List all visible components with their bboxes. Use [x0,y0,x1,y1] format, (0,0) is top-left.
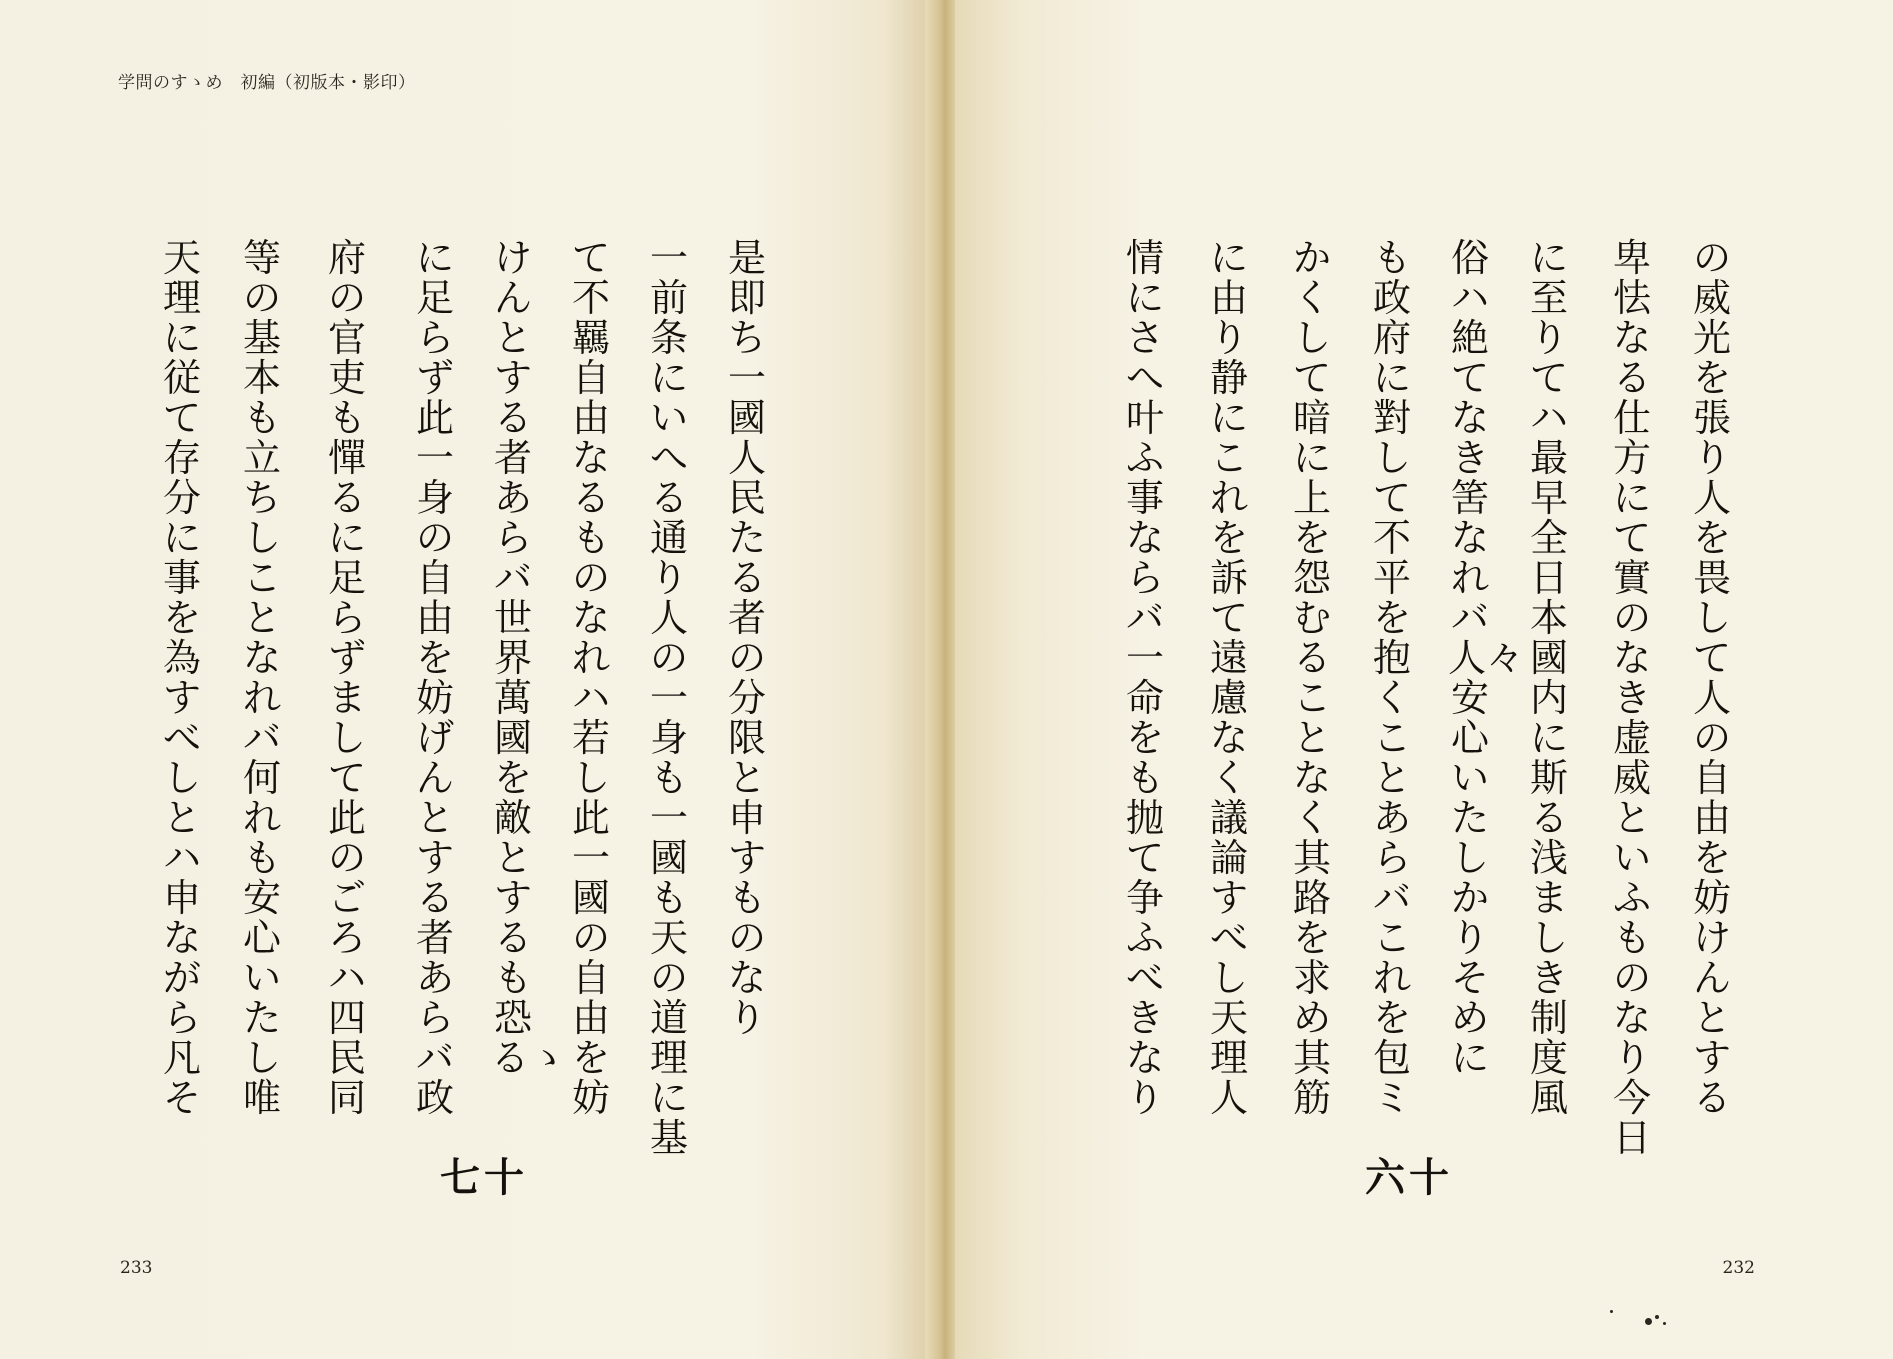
text-column: かくして暗に上を怨むることなく其路を求め其筋 [1292,236,1331,1120]
text-column: 情にさへ叶ふ事ならバ一命をも抛て争ふべきなり [1125,236,1164,1120]
ink-speck [1663,1322,1666,1325]
text-column: 卑怯なる仕方にて實のなき虚威といふものなり今日 [1612,236,1651,1160]
text-column: の威光を張り人を畏して人の自由を妨けんとする [1692,236,1731,1120]
text-column: 是即ち一國人民たる者の分限と申すものなり [727,236,766,1040]
text-column: 等の基本も立ちしことなれバ何れも安心いたし唯 [242,236,281,1120]
text-column: けんとする者あらバ世界萬國を敵とするも恐るゝ [491,236,568,1080]
text-column: て不羈自由なるものなれハ若し此一國の自由を妨 [571,236,610,1120]
running-head: 学問のすゝめ 初編（初版本・影印） [118,73,416,93]
page-number: 232 [1722,1258,1755,1278]
page-number: 233 [120,1258,153,1278]
text-column: も政府に對して不平を抱くことあらバこれを包ミ [1372,236,1411,1120]
ink-speck [1610,1310,1613,1313]
section-number: 六十 [1365,1154,1453,1201]
text-column: 俗ハ絶てなき筈なれバ人々安心いたしかりそめに [1448,236,1525,1080]
text-column: に由り静にこれを訴て遠慮なく議論すべし天理人 [1209,236,1248,1120]
right-page [955,0,1893,1359]
text-column: に足らず此一身の自由を妨げんとする者あらバ政 [415,236,454,1120]
text-column: に至りてハ最早全日本國内に斯る浅ましき制度風 [1529,236,1568,1120]
ink-speck [1645,1318,1652,1325]
left-page [0,0,940,1359]
ink-speck [1655,1315,1659,1319]
text-column: 府の官吏も憚るに足らずまして此のごろハ四民同 [327,236,366,1120]
section-number: 七十 [440,1154,528,1201]
text-column: 一前条にいへる通り人の一身も一國も天の道理に基 [649,236,688,1160]
text-column: 天理に従て存分に事を為すべしとハ申ながら凡そ [162,236,201,1120]
faded-running-head [1758,68,1763,88]
